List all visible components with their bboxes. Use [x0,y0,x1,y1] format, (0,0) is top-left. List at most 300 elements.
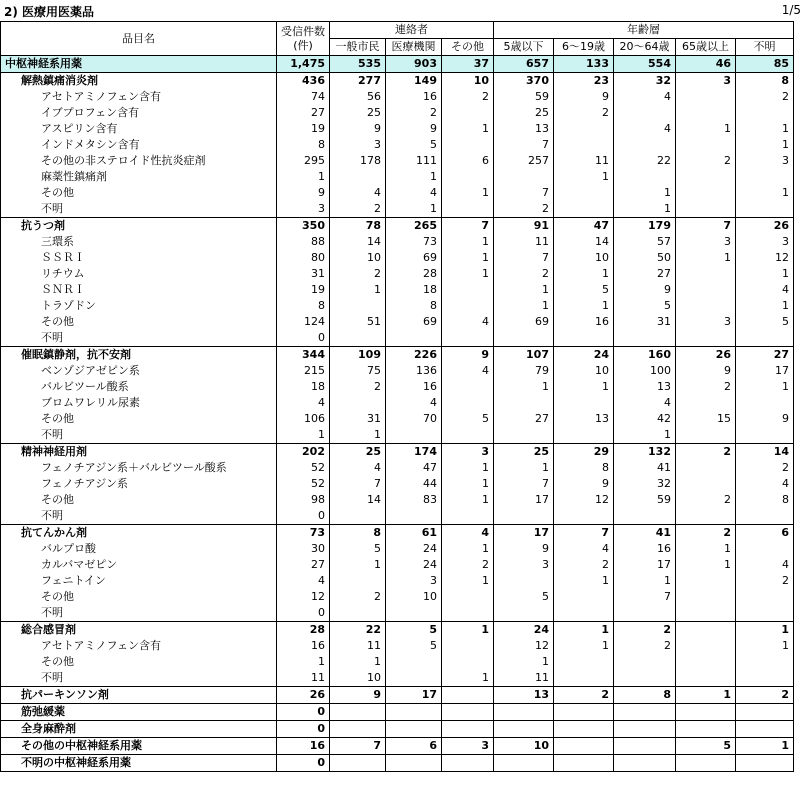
row-label: 抗パーキンソン剤 [1,687,277,704]
cell-value: 41 [614,525,676,542]
cell-value: 100 [614,363,676,379]
cell-value [494,605,554,622]
cell-value: 160 [614,347,676,364]
cell-value: 202 [277,444,330,461]
cell-value [330,330,386,347]
cell-value: 25 [330,105,386,121]
table-row [1,541,794,557]
cell-value [554,508,614,525]
cell-value: 4 [554,541,614,557]
table-row [1,704,794,721]
cell-value: 8 [554,460,614,476]
cell-value [386,605,442,622]
cell-value: 1 [614,185,676,201]
table-row [1,379,794,395]
cell-value: 22 [614,153,676,169]
cell-value: 41 [614,460,676,476]
cell-value: 25 [494,444,554,461]
row-label: 不明の中枢神経系用薬 [1,755,277,772]
cell-value [554,704,614,721]
cell-value: 344 [277,347,330,364]
cell-value: 61 [386,525,442,542]
cell-value: 14 [554,234,614,250]
cell-value: 1,475 [277,56,330,73]
table-row [1,573,794,589]
cell-value [442,137,494,153]
cell-value [676,169,736,185]
cell-value [676,298,736,314]
cell-value [386,704,442,721]
cell-value [676,605,736,622]
cell-value: 59 [494,89,554,105]
cell-value: 1 [736,266,794,282]
col-group-age: 年齢層 [494,22,794,39]
cell-value: 69 [494,314,554,330]
cell-value: 28 [277,622,330,639]
cell-value [494,508,554,525]
cell-value: 16 [386,379,442,395]
cell-value: 2 [554,557,614,573]
cell-value: 4 [330,460,386,476]
cell-value [554,395,614,411]
cell-value: 16 [554,314,614,330]
col-age-20-64: 20～64歳 [614,39,676,56]
cell-value [386,721,442,738]
table-header [1,22,794,56]
cell-value: 5 [614,298,676,314]
cell-value: 1 [554,298,614,314]
cell-value: 2 [736,687,794,704]
cell-value: 5 [442,411,494,427]
cell-value: 109 [330,347,386,364]
cell-value [676,573,736,589]
col-contact-public: 一般市民 [330,39,386,56]
cell-value: 3 [330,137,386,153]
row-label: アセトアミノフェン含有 [1,638,277,654]
cell-value: 0 [277,721,330,738]
cell-value: 31 [277,266,330,282]
table-row [1,411,794,427]
cell-value: 88 [277,234,330,250]
col-age-under5: 5歳以下 [494,39,554,56]
table-row [1,73,794,90]
cell-value: 7 [676,218,736,235]
cell-value: 1 [277,427,330,444]
row-label: 総合感冒剤 [1,622,277,639]
cell-value: 2 [494,266,554,282]
cell-value: 1 [676,557,736,573]
cell-value: 0 [277,508,330,525]
cell-value [676,704,736,721]
cell-value: 1 [736,185,794,201]
cell-value: 1 [494,379,554,395]
cell-value: 7 [494,250,554,266]
cell-value: 1 [676,687,736,704]
cell-value: 14 [330,234,386,250]
cell-value [614,704,676,721]
cell-value: 1 [736,379,794,395]
cell-value [676,721,736,738]
cell-value: 1 [494,282,554,298]
cell-value: 4 [614,121,676,137]
table-row [1,121,794,137]
page-header [0,0,807,20]
cell-value: 1 [386,169,442,185]
table-row [1,363,794,379]
cell-value: 26 [676,347,736,364]
cell-value: 7 [494,185,554,201]
cell-value: 9 [277,185,330,201]
cell-value [494,704,554,721]
table-row [1,347,794,364]
cell-value: 16 [386,89,442,105]
cell-value [442,654,494,670]
cell-value: 26 [736,218,794,235]
cell-value: 107 [494,347,554,364]
cell-value: 1 [614,573,676,589]
cell-value [442,298,494,314]
row-label: 麻薬性鎮痛剤 [1,169,277,185]
table-row [1,185,794,201]
row-label: インドメタシン含有 [1,137,277,153]
cell-value [554,738,614,755]
row-label: 抗うつ剤 [1,218,277,235]
cell-value: 1 [330,427,386,444]
cell-value: 2 [614,622,676,639]
table-row [1,427,794,444]
cell-value: 8 [330,525,386,542]
cell-value: 1 [330,654,386,670]
cell-value: 903 [386,56,442,73]
table-row [1,89,794,105]
cell-value: 1 [442,250,494,266]
cell-value: 7 [330,738,386,755]
cell-value: 3 [442,738,494,755]
cell-value [614,755,676,772]
cell-value: 28 [386,266,442,282]
cell-value: 26 [277,687,330,704]
cell-value: 277 [330,73,386,90]
cell-value: 98 [277,492,330,508]
row-label: 解熱鎮痛消炎剤 [1,73,277,90]
cell-value: 3 [386,573,442,589]
row-label: リチウム [1,266,277,282]
cell-value: 17 [494,525,554,542]
cell-value: 11 [494,234,554,250]
cell-value: 370 [494,73,554,90]
row-label: その他 [1,654,277,670]
cell-value [676,395,736,411]
cell-value: 9 [614,282,676,298]
row-label: 不明 [1,201,277,218]
cell-value [554,201,614,218]
table-row [1,687,794,704]
cell-value: 1 [442,573,494,589]
cell-value: 18 [386,282,442,298]
cell-value: 1 [442,541,494,557]
table-row [1,298,794,314]
cell-value [494,330,554,347]
cell-value: 30 [277,541,330,557]
cell-value [554,605,614,622]
cell-value: 9 [330,121,386,137]
table-row [1,589,794,605]
cell-value [442,508,494,525]
cell-value [676,137,736,153]
table-row [1,622,794,639]
cell-value [494,427,554,444]
cell-value: 4 [277,395,330,411]
cell-value [614,330,676,347]
cell-value: 17 [614,557,676,573]
cell-value: 13 [554,411,614,427]
cell-value [736,508,794,525]
cell-value: 7 [614,589,676,605]
cell-value: 3 [736,153,794,169]
cell-value: 23 [554,73,614,90]
cell-value: 295 [277,153,330,169]
cell-value [554,670,614,687]
cell-value [676,670,736,687]
table-row [1,525,794,542]
table-row [1,250,794,266]
cell-value: 8 [386,298,442,314]
cell-value: 29 [554,444,614,461]
cell-value: 2 [676,379,736,395]
table-row [1,605,794,622]
cell-value [442,589,494,605]
cell-value: 4 [442,525,494,542]
cell-value: 9 [676,363,736,379]
row-label: 筋弛緩薬 [1,704,277,721]
table-row [1,492,794,508]
cell-value [554,755,614,772]
cell-value: 2 [736,460,794,476]
cell-value: 42 [614,411,676,427]
cell-value: 7 [494,476,554,492]
cell-value: 1 [494,654,554,670]
cell-value [330,573,386,589]
cell-value [442,379,494,395]
cell-value: 4 [736,282,794,298]
cell-value: 91 [494,218,554,235]
cell-value [676,638,736,654]
cell-value: 4 [386,395,442,411]
cell-value [554,185,614,201]
cell-value: 17 [494,492,554,508]
cell-value: 350 [277,218,330,235]
cell-value [554,589,614,605]
cell-value: 1 [277,654,330,670]
cell-value [330,395,386,411]
cell-value: 46 [676,56,736,73]
cell-value [676,201,736,218]
cell-value: 2 [736,89,794,105]
table-row [1,330,794,347]
table-row [1,444,794,461]
cell-value [614,738,676,755]
table-row [1,755,794,772]
cell-value: 0 [277,704,330,721]
cell-value: 1 [676,250,736,266]
cell-value: 1 [676,121,736,137]
cell-value: 4 [442,363,494,379]
table-row [1,234,794,250]
row-label: 抗てんかん剤 [1,525,277,542]
cell-value [736,704,794,721]
cell-value: 2 [554,687,614,704]
cell-value: 79 [494,363,554,379]
cell-value [494,573,554,589]
cell-value [614,670,676,687]
cell-value: 179 [614,218,676,235]
cell-value: 10 [330,670,386,687]
cell-value: 80 [277,250,330,266]
cell-value: 1 [736,298,794,314]
col-age-6-19: 6～19歳 [554,39,614,56]
col-item-name: 品目名 [1,22,277,56]
cell-value: 1 [554,169,614,185]
row-label: その他 [1,314,277,330]
cell-value: 7 [442,218,494,235]
cell-value: 13 [614,379,676,395]
row-label: その他 [1,185,277,201]
cell-value [442,201,494,218]
cell-value: 1 [494,298,554,314]
row-label: バルビツール酸系 [1,379,277,395]
cell-value [736,654,794,670]
cell-value: 0 [277,330,330,347]
cell-value: 174 [386,444,442,461]
row-label: トラゾドン [1,298,277,314]
table-row [1,476,794,492]
cell-value [676,654,736,670]
cell-value: 31 [330,411,386,427]
row-label: バルプロ酸 [1,541,277,557]
cell-value: 85 [736,56,794,73]
cell-value [614,137,676,153]
cell-value [442,282,494,298]
cell-value: 10 [554,250,614,266]
cell-value [554,721,614,738]
cell-value: 73 [277,525,330,542]
cell-value: 9 [494,541,554,557]
cell-value [676,427,736,444]
table-row [1,201,794,218]
cell-value [330,169,386,185]
cell-value [494,755,554,772]
cell-value [442,704,494,721]
cell-value: 1 [442,266,494,282]
cell-value [554,427,614,444]
table-row [1,557,794,573]
cell-value: 9 [386,121,442,137]
cell-value [736,427,794,444]
cell-value: 1 [442,670,494,687]
cell-value: 3 [736,234,794,250]
table-row [1,282,794,298]
cell-value: 3 [676,234,736,250]
cell-value [736,541,794,557]
cell-value: 25 [330,444,386,461]
cell-value: 149 [386,73,442,90]
cell-value: 52 [277,476,330,492]
cell-value: 2 [494,201,554,218]
cell-value [386,427,442,444]
cell-value: 10 [386,589,442,605]
row-label: フェノチアジン系＋バルビツール酸系 [1,460,277,476]
cell-value: 15 [676,411,736,427]
cell-value: 1 [277,169,330,185]
cell-value: 0 [277,755,330,772]
row-label: その他の中枢神経系用薬 [1,738,277,755]
col-received-count: 受信件数 (件) [277,22,330,56]
cell-value: 5 [736,314,794,330]
cell-value: 5 [386,638,442,654]
cell-value: 78 [330,218,386,235]
cell-value: 27 [494,411,554,427]
cell-value [442,169,494,185]
cell-value: 6 [386,738,442,755]
cell-value: 10 [330,250,386,266]
cell-value [442,105,494,121]
cell-value [676,330,736,347]
table-row [1,137,794,153]
row-label: アセトアミノフェン含有 [1,89,277,105]
cell-value: 9 [736,411,794,427]
cell-value: 73 [386,234,442,250]
cell-value [494,169,554,185]
table-row [1,56,794,73]
cell-value: 37 [442,56,494,73]
cell-value: 1 [614,201,676,218]
cell-value: 11 [277,670,330,687]
cell-value: 8 [277,137,330,153]
cell-value: 16 [277,738,330,755]
cell-value: 17 [736,363,794,379]
cell-value: 535 [330,56,386,73]
cell-value: 657 [494,56,554,73]
cell-value: 16 [277,638,330,654]
cell-value: 10 [494,738,554,755]
cell-value: 27 [614,266,676,282]
cell-value: 2 [736,573,794,589]
cell-value: 2 [614,638,676,654]
cell-value: 226 [386,347,442,364]
cell-value: 27 [277,105,330,121]
cell-value: 5 [554,282,614,298]
table-row [1,266,794,282]
cell-value: 52 [277,460,330,476]
cell-value: 4 [736,476,794,492]
cell-value [442,330,494,347]
cell-value [676,89,736,105]
cell-value: 2 [676,444,736,461]
cell-value [676,266,736,282]
cell-value [442,395,494,411]
cell-value: 2 [442,557,494,573]
cell-value: 5 [330,541,386,557]
cell-value: 5 [386,622,442,639]
cell-value [736,721,794,738]
cell-value: 7 [330,476,386,492]
cell-value: 83 [386,492,442,508]
cell-value: 554 [614,56,676,73]
cell-value [386,654,442,670]
cell-value: 4 [386,185,442,201]
table-row [1,738,794,755]
cell-value: 3 [277,201,330,218]
